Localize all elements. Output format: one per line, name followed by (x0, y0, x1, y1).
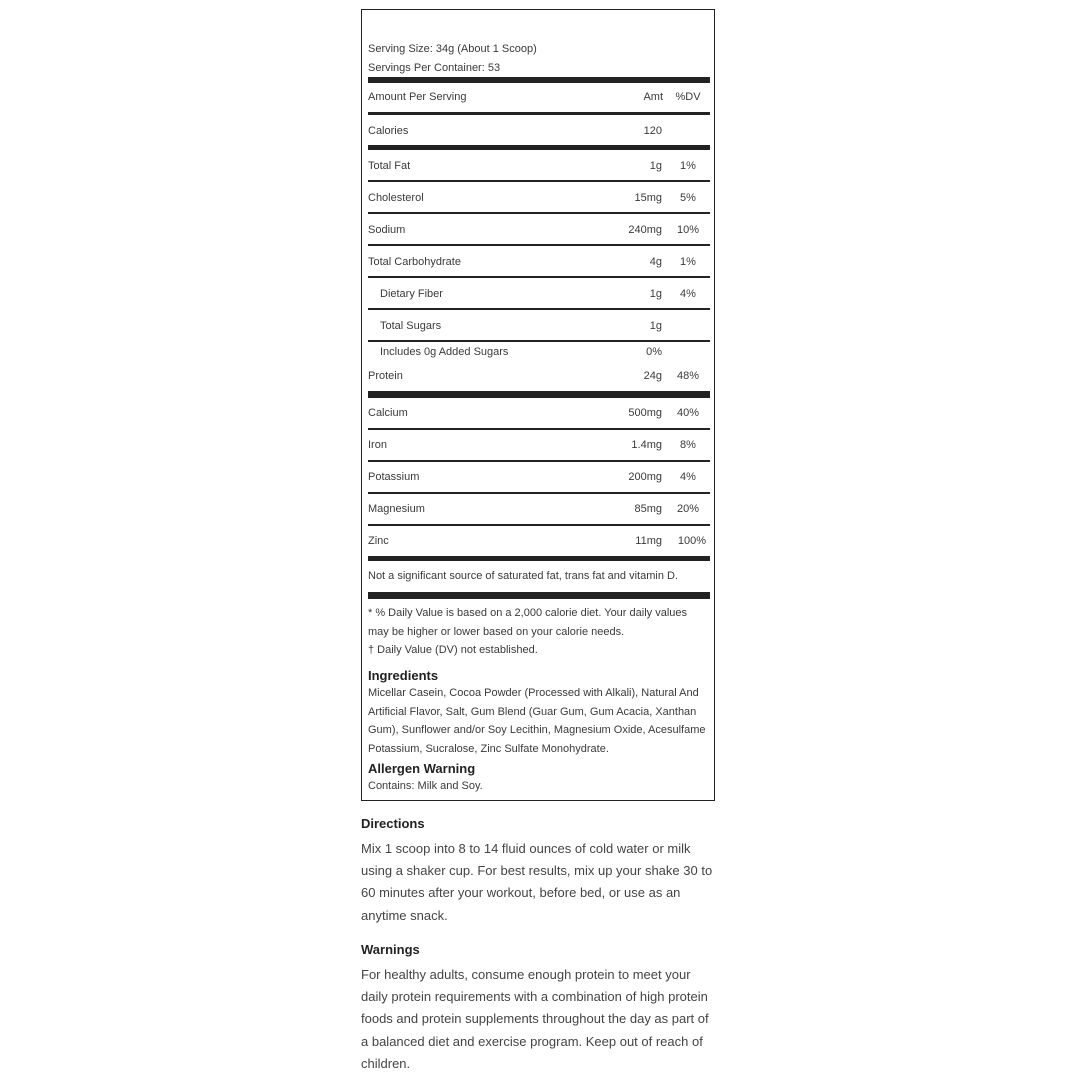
divider (368, 212, 710, 214)
amt-column-header: Amt (643, 91, 663, 103)
nutrient-dv-cholesterol: 5% (680, 192, 696, 204)
nutrient-label-sodium: Sodium (368, 224, 406, 236)
nutrient-amount-protein: 24g (643, 370, 662, 382)
nutrient-amount-total-carbohydrate: 4g (649, 256, 662, 268)
nutrient-amount-cholesterol: 15mg (634, 192, 662, 204)
nutrient-amount-added-sugars: 0% (646, 346, 662, 358)
nutrient-label-total-sugars: Total Sugars (380, 320, 442, 332)
mineral-label-iron: Iron (368, 439, 387, 451)
not-significant-note: Not a significant source of saturated fat, trans fat and vitamin D. (368, 570, 678, 582)
dv-column-header: %DV (675, 91, 701, 103)
divider (368, 492, 710, 494)
divider (368, 244, 710, 246)
mineral-dv-magnesium: 20% (676, 503, 700, 515)
mineral-dv-calcium: 40% (676, 407, 700, 419)
calories-amount: 120 (643, 125, 662, 137)
allergen-warning-text: Contains: Milk and Soy. (368, 780, 483, 792)
nutrient-amount-dietary-fiber: 1g (649, 288, 662, 300)
calories-label: Calories (368, 125, 409, 137)
servings-per-container: Servings Per Container: 53 (368, 62, 501, 74)
mineral-amount-potassium: 200mg (628, 471, 662, 483)
divider (368, 460, 710, 462)
nutrient-dv-total-fat: 1% (680, 160, 696, 172)
thick-divider (368, 77, 710, 83)
nutrient-amount-total-fat: 1g (649, 160, 662, 172)
mineral-amount-magnesium: 85mg (634, 503, 662, 515)
thick-divider (368, 145, 710, 150)
mineral-amount-zinc: 11mg (635, 535, 662, 547)
nutrient-label-cholesterol: Cholesterol (368, 192, 424, 204)
thick-divider (368, 592, 710, 599)
nutrient-label-protein: Protein (368, 370, 403, 382)
nutrient-dv-sodium: 10% (676, 224, 700, 236)
ingredients-text: Micellar Casein, Cocoa Powder (Processed with Alkali), Natural And Artificial Flavor, Salt, Gum Blend (Guar Gum, Gum Acacia, Xanthan Gum), Sunflower and/or Soy Lecithin, Magnesium Oxide, Acesulfame Potassium, Sucralose, Zinc Sulfate Monohydrate. (368, 687, 706, 755)
divider (368, 428, 710, 430)
ingredients-heading: Ingredients (368, 668, 439, 683)
dv-not-established-footnote: † Daily Value (DV) not established. (368, 644, 538, 656)
amount-per-serving-header: Amount Per Serving (368, 91, 467, 103)
serving-size: Serving Size: 34g (About 1 Scoop) (368, 43, 537, 55)
nutrient-label-total-fat: Total Fat (368, 160, 411, 172)
mineral-label-potassium: Potassium (368, 471, 420, 483)
mineral-amount-iron: 1.4mg (631, 439, 662, 451)
divider (368, 524, 710, 526)
nutrient-dv-dietary-fiber: 4% (680, 288, 696, 300)
mineral-dv-potassium: 4% (680, 471, 696, 483)
nutrient-dv-total-carbohydrate: 1% (680, 256, 696, 268)
nutrient-label-total-carbohydrate: Total Carbohydrate (368, 256, 461, 268)
nutrition-facts-panel (361, 9, 715, 801)
directions-heading: Directions (361, 816, 425, 831)
divider (368, 308, 710, 310)
divider (368, 112, 710, 115)
divider (368, 276, 710, 278)
warnings-text: For healthy adults, consume enough protein to meet your daily protein requirements with a combination of high protein foods and protein supplements throughout the day as part of a balanced diet and exercise program. Keep out of reach of children. (361, 967, 709, 1071)
daily-value-footnote: * % Daily Value is based on a 2,000 calorie diet. Your daily values may be higher or lower based on your calorie needs. (368, 607, 687, 638)
mineral-label-magnesium: Magnesium (368, 503, 425, 515)
divider (368, 180, 710, 182)
nutrient-amount-sodium: 240mg (628, 224, 662, 236)
thick-divider (368, 391, 710, 398)
mineral-label-zinc: Zinc (368, 535, 389, 547)
mineral-dv-iron: 8% (680, 439, 696, 451)
directions-text: Mix 1 scoop into 8 to 14 fluid ounces of cold water or milk using a shaker cup. For best results, mix up your shake 30 to 60 minutes after your workout, before bed, or use as an anytime snack. (361, 841, 713, 923)
nutrient-label-dietary-fiber: Dietary Fiber (380, 288, 443, 300)
nutrient-label-added-sugars: Includes 0g Added Sugars (380, 346, 509, 358)
mineral-amount-calcium: 500mg (628, 407, 662, 419)
divider (368, 340, 710, 342)
nutrient-amount-total-sugars: 1g (649, 320, 662, 332)
mineral-label-calcium: Calcium (368, 407, 408, 419)
allergen-warning-heading: Allergen Warning (368, 761, 476, 776)
mineral-dv-zinc: 100% (677, 535, 707, 547)
thick-divider (368, 556, 710, 561)
warnings-heading: Warnings (361, 942, 420, 957)
nutrient-dv-protein: 48% (676, 370, 700, 382)
